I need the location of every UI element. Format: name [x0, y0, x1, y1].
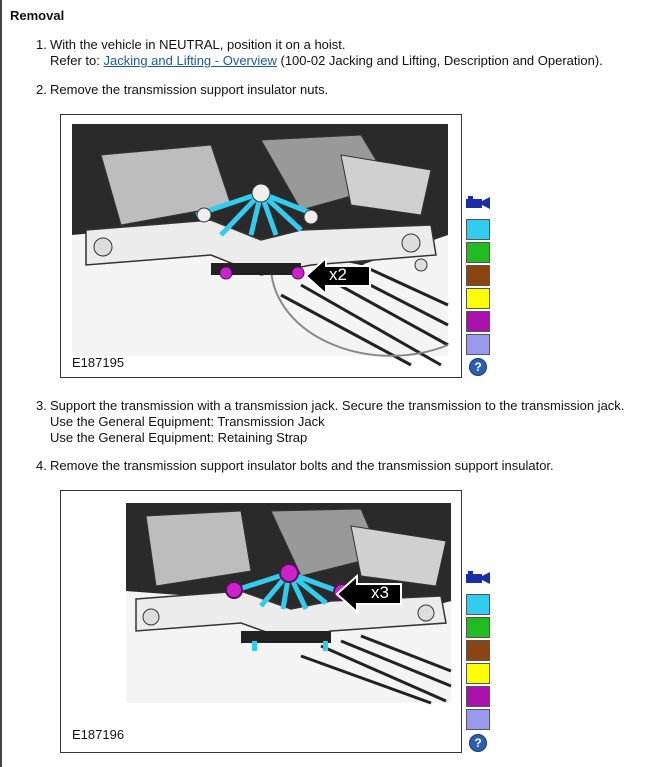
step-number: 4.: [36, 458, 47, 473]
callout-arrow: [335, 574, 405, 614]
legend-swatch: [466, 219, 490, 240]
figure-e187195: [60, 114, 462, 378]
step-text: Remove the transmission support insulator bolts and the transmission support insulator.: [50, 458, 554, 473]
step-number: 2.: [36, 82, 47, 97]
legend-swatch: [466, 640, 490, 661]
legend-swatch: [466, 242, 490, 263]
figure-id-label: E187196: [72, 727, 125, 742]
legend-swatch: [466, 334, 490, 355]
legend-swatch: [466, 311, 490, 332]
callout-count: x3: [371, 583, 389, 602]
callout-count: x2: [329, 265, 347, 284]
help-icon[interactable]: ?: [469, 734, 487, 752]
refer-suffix: (100-02 Jacking and Lifting, Description and Operation).: [276, 53, 603, 68]
step-text: With the vehicle in NEUTRAL, position it on a hoist.: [50, 37, 346, 52]
step-text: Remove the transmission support insulator nuts.: [50, 82, 329, 97]
equipment-line: Use the General Equipment: Retaining Strap: [50, 430, 308, 445]
legend-swatch: [466, 594, 490, 615]
color-legend: [466, 594, 490, 732]
legend-swatch: [466, 617, 490, 638]
transmission-insulator-illustration: [61, 115, 461, 377]
camera-icon[interactable]: [466, 571, 492, 585]
figure-id-label: E187195: [72, 355, 125, 370]
color-legend: [466, 219, 490, 357]
legend-swatch: [466, 686, 490, 707]
step-text: Support the transmission with a transmission jack. Secure the transmission to the transmission jack.: [50, 398, 625, 413]
jacking-lifting-link[interactable]: Jacking and Lifting - Overview: [103, 53, 277, 68]
legend-swatch: [466, 709, 490, 730]
transmission-insulator-illustration: [61, 491, 461, 752]
step-number: 1.: [36, 37, 47, 52]
legend-swatch: [466, 288, 490, 309]
camera-icon[interactable]: [466, 196, 492, 210]
legend-swatch: [466, 663, 490, 684]
legend-swatch: [466, 265, 490, 286]
left-border: [0, 0, 2, 767]
help-icon[interactable]: ?: [469, 358, 487, 376]
step-number: 3.: [36, 398, 47, 413]
refer-prefix: Refer to:: [50, 53, 104, 68]
section-title: Removal: [10, 8, 65, 23]
figure-e187196: [60, 490, 462, 753]
equipment-line: Use the General Equipment: Transmission Jack: [50, 414, 325, 429]
refer-line: [50, 53, 603, 69]
